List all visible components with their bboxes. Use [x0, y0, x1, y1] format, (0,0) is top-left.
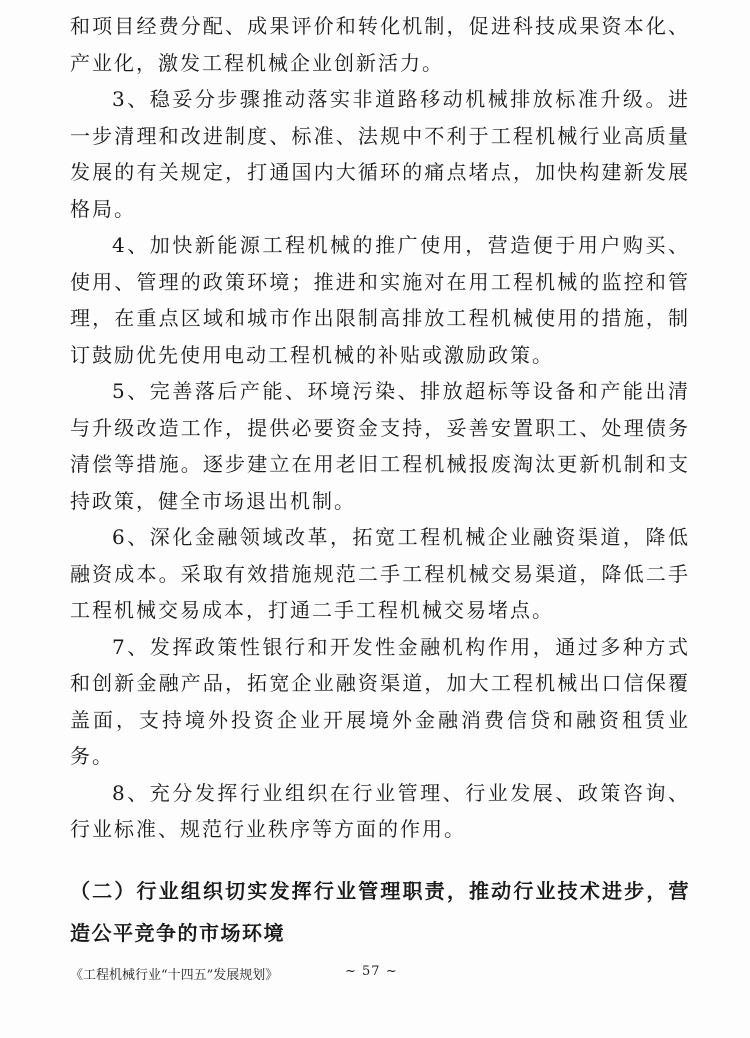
footer-document-title: 《工程机械行业“十四五”发展规划》 [70, 968, 279, 983]
paragraph-item-8: 8、充分发挥行业组织在行业管理、行业发展、政策咨询、行业标准、规范行业秩序等方面的作用。 [70, 780, 690, 841]
paragraph-item-3: 3、稳妥分步骤推动落实非道路移动机械排放标准升级。进一步清理和改进制度、标准、法规中不利于工程机械行业高质量发展的有关规定，打通国内大循环的痛点堵点，加快构建新发展格局。 [70, 87, 690, 221]
footer-page-number: ~ 57 ~ [345, 964, 398, 979]
page-footer [70, 964, 690, 986]
paragraph-item-7: 7、发挥政策性银行和开发性金融机构作用，通过多种方式和创新金融产品，拓宽企业融资渠道，加大工程机械出口信保覆盖面，支持境外投资企业开展境外金融消费信贷和融资租赁业务。 [70, 634, 690, 768]
paragraph-item-6: 6、深化金融领域改革，拓宽工程机械企业融资渠道，降低融资成本。采取有效措施规范二手工程机械交易渠道，降低二手工程机械交易成本，打通二手工程机械交易堵点。 [70, 525, 690, 622]
body-text [70, 8, 690, 848]
section-heading: （二）行业组织切实发挥行业管理职责，推动行业技术进步，营造公平竞争的市场环境 [70, 879, 690, 945]
paragraph-continuation: 和项目经费分配、成果评价和转化机制，促进科技成果资本化、产业化，激发工程机械企业创新活力。 [70, 14, 690, 75]
paragraph-item-5: 5、完善落后产能、环境污染、排放超标等设备和产能出清与升级改造工作，提供必要资金支持，妥善安置职工、处理债务清偿等措施。逐步建立在用老旧工程机械报废淘汰更新机制和支持政策，健全市场退出机制。 [70, 379, 690, 513]
paragraph-item-4: 4、加快新能源工程机械的推广使用，营造便于用户购买、使用、管理的政策环境；推进和实施对在用工程机械的监控和管理，在重点区域和城市作出限制高排放工程机械使用的措施，制订鼓励优先使用电动工程机械的补贴或激励政策。 [70, 233, 690, 367]
